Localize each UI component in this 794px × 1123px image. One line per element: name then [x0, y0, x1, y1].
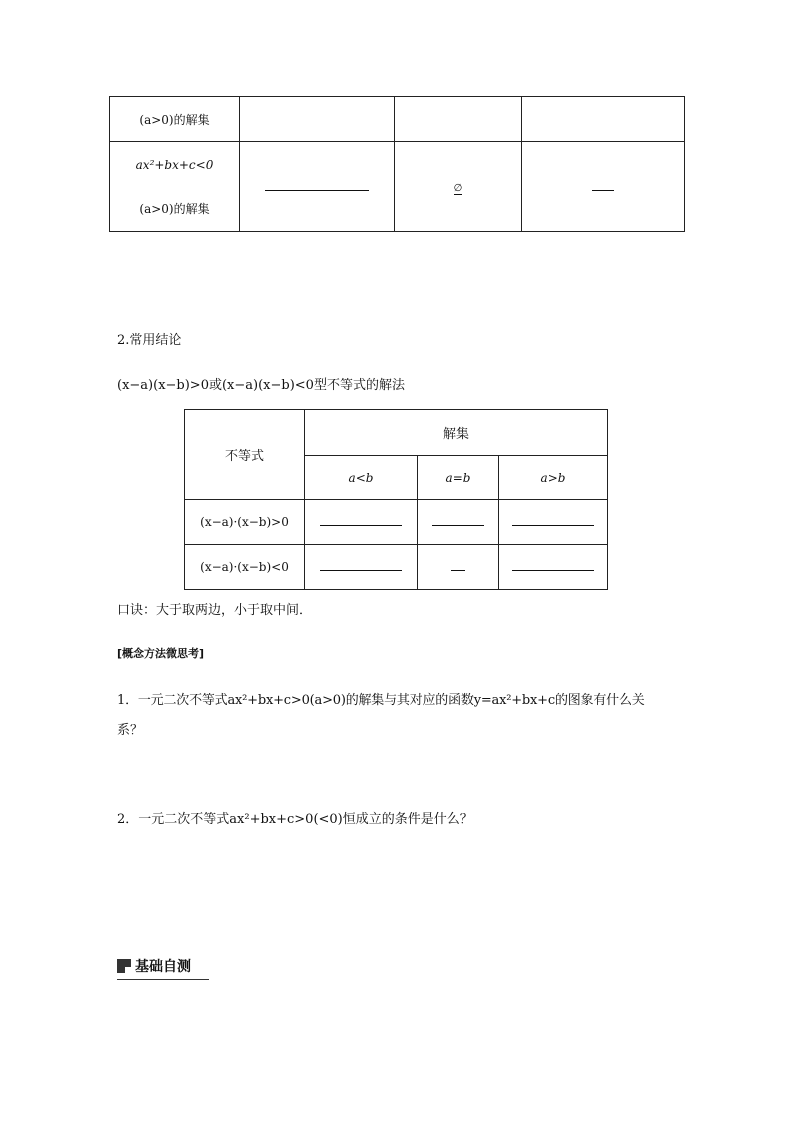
row1-blank1	[305, 500, 418, 545]
section-badge	[117, 956, 209, 980]
question1-line2: 系？	[117, 723, 144, 738]
section-badge-label: 基础自测	[135, 959, 191, 975]
conclusion-table	[184, 409, 608, 590]
top-table-row2-label	[110, 142, 240, 232]
top-table-row2-blank-short	[522, 142, 685, 232]
section2-heading: 2.常用结论	[117, 333, 182, 348]
row2-inequality: (x−a)·(x−b)<0	[185, 545, 305, 590]
top-table-row1-cell3	[395, 97, 522, 142]
top-table-row2-label-line1: ax²+bx+c<0	[135, 157, 214, 172]
empty-set-symbol: ∅	[453, 182, 463, 194]
row1-inequality: (x−a)·(x−b)>0	[185, 500, 305, 545]
top-table-row1-cell2	[240, 97, 395, 142]
row2-blank1	[305, 545, 418, 590]
section2-subheading: (x−a)(x−b)>0或(x−a)(x−b)<0型不等式的解法	[117, 378, 405, 393]
col-header-solution: 解集	[305, 410, 608, 456]
top-table-row2-label-line2: (a>0)的解集	[139, 201, 210, 216]
concept-heading: [概念方法微思考]	[117, 647, 205, 660]
top-table-row2-blank	[240, 142, 395, 232]
row2-blank2	[418, 545, 499, 590]
sub-header-a-greater-b: a>b	[499, 456, 608, 500]
top-table	[109, 96, 685, 232]
top-table-row2-empty-set	[395, 142, 522, 232]
square-icon	[117, 959, 131, 973]
question1-line1: 1．一元二次不等式ax²+bx+c>0(a>0)的解集与其对应的函数y=ax²+bx+c的图象有什么关	[117, 693, 645, 708]
mnemonic: 口诀：大于取两边，小于取中间．	[117, 603, 313, 618]
row1-blank2	[418, 500, 499, 545]
row2-blank3	[499, 545, 608, 590]
row1-blank3	[499, 500, 608, 545]
sub-header-a-equals-b: a=b	[418, 456, 499, 500]
top-table-row1-label: (a>0)的解集	[110, 97, 240, 142]
question2: 2．一元二次不等式ax²+bx+c>0(<0)恒成立的条件是什么？	[117, 812, 473, 827]
col-header-inequality: 不等式	[185, 410, 305, 500]
top-table-row1-cell4	[522, 97, 685, 142]
sub-header-a-less-b: a<b	[305, 456, 418, 500]
